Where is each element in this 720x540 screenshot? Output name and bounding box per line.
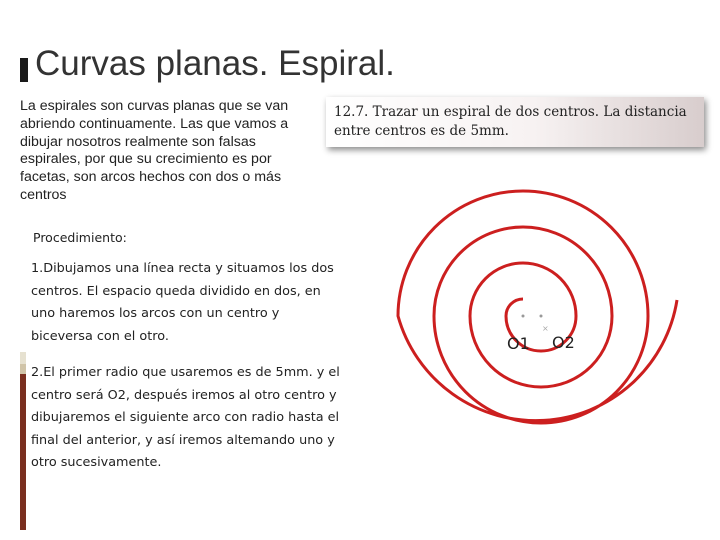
procedure-label: Procedimiento: <box>33 230 127 245</box>
side-strip-dark <box>20 374 26 530</box>
center-o2-point <box>540 315 543 318</box>
center-o2-label: O2 <box>552 333 575 352</box>
o2-marker: × <box>542 324 549 333</box>
step-2-text: 2.El primer radio que usaremos es de 5mm. y el centro será O2, después iremos al otro centro y dibujaremos el siguiente arco con radio hasta el final del anterior, y así iremos altemando uno y otro sucesivamente. <box>31 365 340 470</box>
intro-text: La espirales son curvas planas que se van abriendo continuamente. Las que vamos a dibujar nosotros realmente son falsas espirales, por que su crecimiento es por facetas, son arcos hechos con dos o más centros <box>20 98 289 203</box>
center-o1-point <box>522 315 525 318</box>
center-o1-label: O1 <box>507 334 530 353</box>
spiral-curve <box>398 191 677 423</box>
exercise-callout: 12.7. Trazar un espiral de dos centros. La distancia entre centros es de 5mm. <box>326 97 704 147</box>
side-strip-mid <box>20 364 26 374</box>
title-accent-bar <box>20 58 28 82</box>
page-title: Curvas planas. Espiral. <box>35 44 395 83</box>
step-1-text: 1.Dibujamos una línea recta y situamos los dos centros. El espacio queda dividido en dos, en uno haremos los arcos con un centro y biceversa con el otro. <box>31 261 334 344</box>
side-strip-light <box>20 352 26 364</box>
two-center-spiral-figure <box>340 180 680 530</box>
